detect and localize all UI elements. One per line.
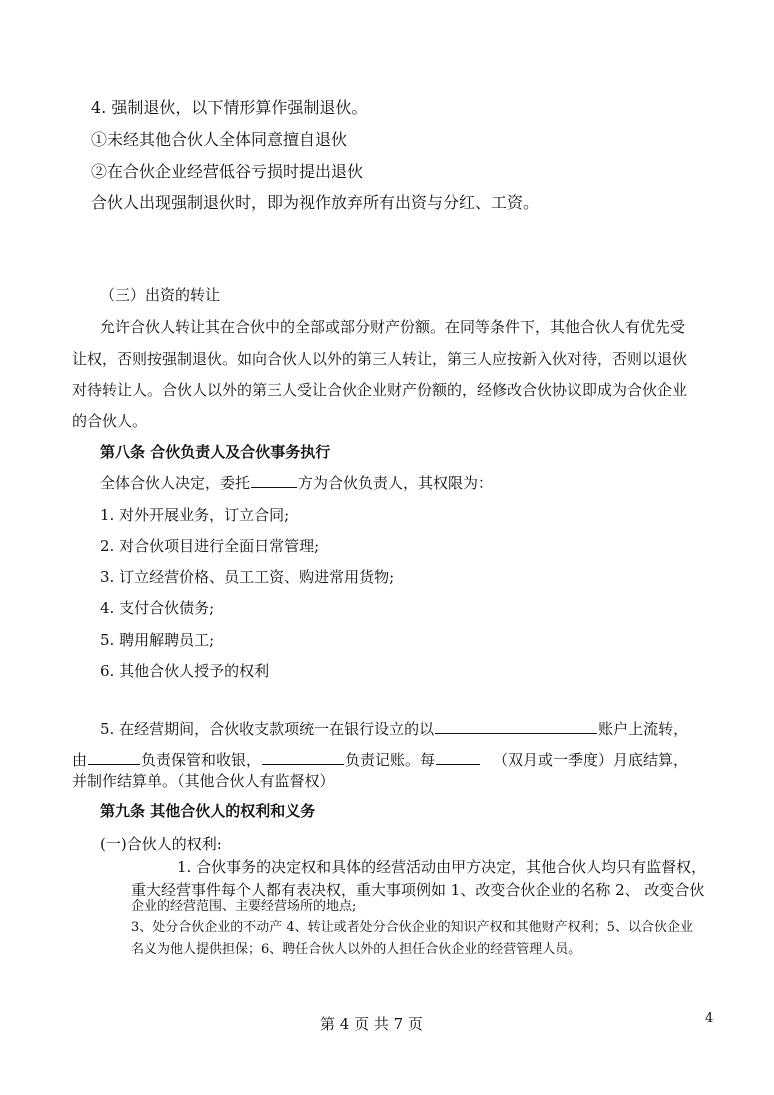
text-segment: 负责保管和收银， [141, 751, 262, 769]
text-segment: 5. 在经营期间，合伙收支款项统一在银行设立的以 [100, 720, 435, 738]
text-segment: 全体合伙人决定，委托 [100, 474, 251, 492]
list-item: ②在合伙企业经营低谷亏损时提出退伙 [91, 162, 364, 181]
paragraph-line: 名义为他人提供担保；6、聘任合伙人以外的人担任合伙企业的经营管理人员。 [131, 942, 582, 957]
list-item: 2. 对合伙项目进行全面日常管理; [100, 537, 320, 555]
text-segment: 方为合伙负责人，其权限为： [298, 474, 494, 492]
list-item: 3. 订立经营价格、员工工资、购进常用货物; [100, 568, 395, 586]
article-9-heading: 第九条 其他合伙人的权利和义务 [100, 802, 316, 820]
text-segment: （双月或一季度）月底结算， [493, 751, 689, 769]
list-item: 4. 支付合伙债务; [100, 599, 215, 617]
subsection-heading: (一)合伙人的权利: [100, 835, 222, 853]
page-number: 4 [705, 1011, 714, 1026]
paragraph-line: 允许合伙人转让其在合伙中的全部或部分财产份额。在同等条件下，其他合伙人有优先受 [100, 318, 686, 336]
paragraph-line: 企业的经营范围、主要经营场所的地点; [131, 899, 357, 914]
list-item: ①未经其他合伙人全体同意擅自退伙 [91, 130, 348, 149]
blank-field [262, 750, 344, 765]
forced-withdrawal-heading: 4. 强制退伙，以下情形算作强制退伙。 [91, 98, 368, 117]
section-heading: （三）出资的转让 [100, 286, 221, 304]
page-footer: 第 4 页 共 7 页 [320, 1015, 423, 1033]
list-item: 1. 对外开展业务，订立合同; [100, 506, 290, 524]
blank-field [436, 750, 480, 765]
blank-field [435, 719, 597, 734]
paragraph-line [100, 719, 688, 739]
text-segment: 负责记账。每 [345, 751, 436, 769]
paragraph-line: 3、处分合伙企业的不动产 4、转让或者处分合伙企业的知识产权和其他财产权利；5、以合伙企业 [131, 920, 693, 935]
article-8-heading: 第八条 合伙负责人及合伙事务执行 [100, 443, 331, 461]
paragraph-line: 对待转让人。合伙人以外的第三人受让合伙企业财产份额的，经修改合伙协议即成为合伙企业 [72, 381, 688, 399]
paragraph-line [72, 750, 688, 770]
paragraph-line: 1. 合伙事务的决定权和具体的经营活动由甲方决定，其他合伙人均只有监督权， [177, 858, 707, 876]
paragraph-line [100, 473, 493, 493]
paragraph-line: 重大经营事件每个人都有表决权，重大事项例如 1、改变合伙企业的名称 2、 改变合伙 [131, 881, 705, 899]
blank-field [251, 473, 297, 488]
text-segment: 账户上流转， [598, 720, 689, 738]
paragraph: 合伙人出现强制退伙时，即为视作放弃所有出资与分红、工资。 [91, 193, 540, 212]
list-item: 5. 聘用解聘员工; [100, 631, 215, 649]
paragraph-line: 并制作结算单。（其他合伙人有监督权） [72, 772, 335, 790]
paragraph-line: 的合伙人。 [72, 412, 148, 430]
text-segment: 由 [72, 751, 88, 769]
list-item: 6. 其他合伙人授予的权利 [100, 662, 270, 680]
blank-field [88, 750, 140, 765]
paragraph-line: 让权，否则按强制退伙。如向合伙人以外的第三人转让，第三人应按新入伙对待，否则以退伙 [72, 350, 688, 368]
